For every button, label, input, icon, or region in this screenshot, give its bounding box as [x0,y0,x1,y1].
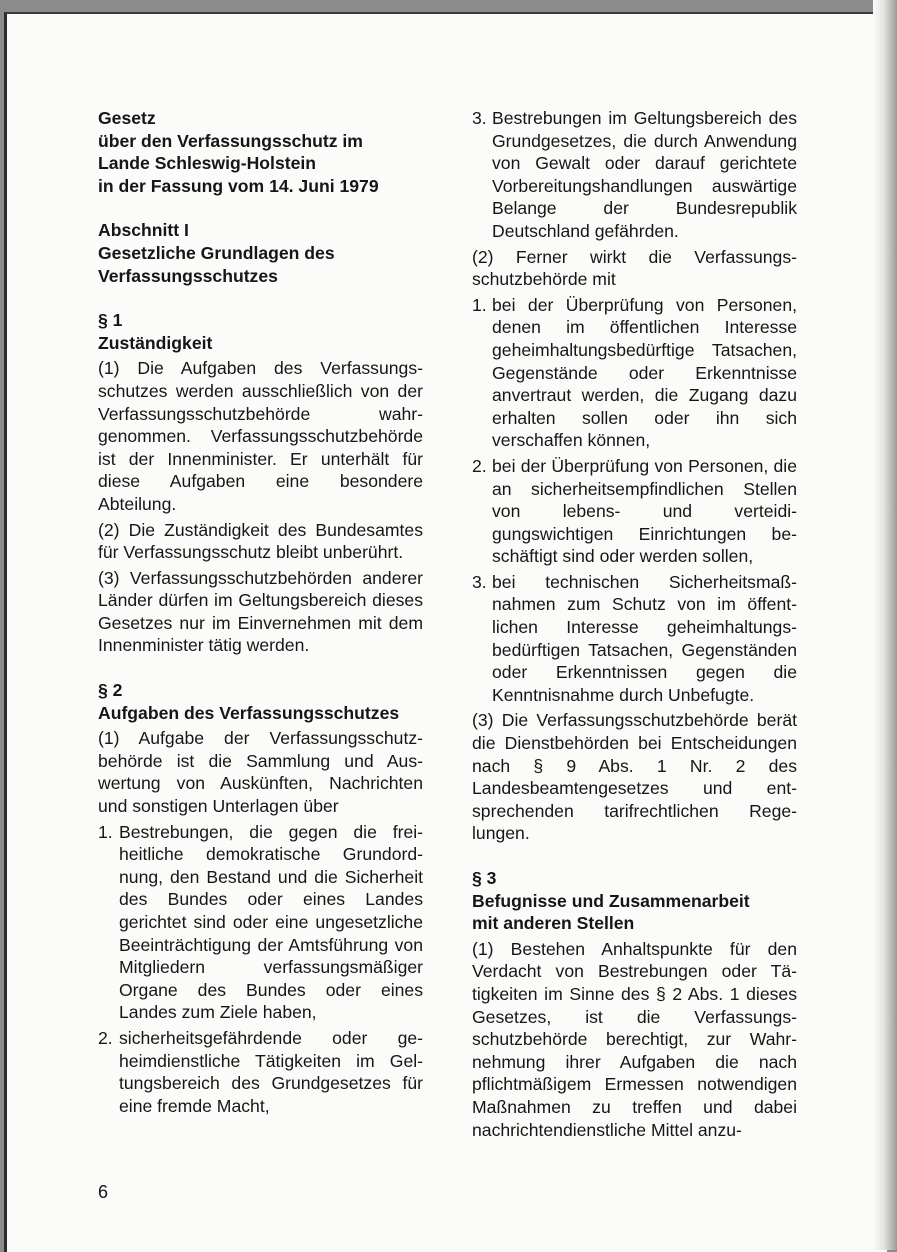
section-line: Abschnitt I [98,220,189,241]
list-item [98,1027,423,1117]
law-title [98,107,423,197]
clause-text: (1) Bestehen Anhaltspunkte für den Verdacht von Bestrebungen oder Tätigkeiten im Sinne des § 2 Abs. 1 dieses Gesetzes, ist die Verfassungsschutzbehörde berechtigt, zur Wahrnehmung ihrer Aufgaben die nach pflichtmäßigem Ermessen notwendigen Maßnahmen zu treffen und dabei nachrichtendienstliche Mittel anzu- [472,938,797,1140]
page-edge-shadow [873,0,897,1250]
paragraph-title: Befugnisse und Zusammenarbeit [472,890,750,911]
title-line: Lande Schleswig-Holstein [98,153,317,174]
list-number: 1. [98,821,113,842]
clause-text: (3) Verfassungsschutzbehörden anderer Länder dürfen im Geltungsbereich dieses Gesetzes nur im Einvernehmen mit dem Innenminister tätig werden. [98,567,423,656]
title-line: Gesetz [98,108,156,128]
paragraph-3-heading [472,867,797,935]
paragraph-2-heading [98,679,423,724]
paragraph-title: mit anderen Stellen [472,913,635,934]
clause-text: (1) Aufgabe der Verfassungsschutzbehörde ist die Sammlung und Auswertung von Auskünften, Nachrichten und sonstigen Unterlagen über [98,728,423,817]
list-item [472,107,797,243]
title-line: über den Verfassungsschutz im [98,130,363,151]
clause-text: (3) Die Verfassungsschutzbehörde berät die Dienstbehörden bei Entscheidungen nach § 9 Abs. 1 Nr. 2 des Landesbeamtengesetzes und entsprechenden tarifrechtlichen Regelungen. [472,710,797,844]
left-column [98,107,423,1120]
section-line: Gesetzliche Grundlagen des [98,242,335,263]
right-column [472,107,797,1144]
paragraph-number: § 3 [472,868,497,888]
list-item-text: bei technischen Sicherheitsmaßnahmen zum Schutz von im öffentlichen Interesse geheimhaltungsbedürftigen Tatsachen, Gegenständen oder Erkenntnissen gegen die Kenntnisnahme durch Unbefugte. [492,571,797,705]
list-number: 2. [98,1027,113,1048]
list-item [472,571,797,707]
section-line: Verfassungsschutzes [98,265,278,286]
clause-text: (1) Die Aufgaben des Verfassungsschutzes werden ausschließlich von der Verfassungsschutzbehörde wahrgenommen. Verfassungsschutzbehörde ist der Innenminister. Er unterhält für diese Aufgaben eine besondere Abteilung. [98,358,423,514]
paragraph-title: Zuständigkeit [98,332,213,353]
list-item-text: sicherheitsgefährdende oder geheimdienstliche Tätigkeiten im Geltungsbereich des Grundgesetzes für eine fremde Macht, [119,1027,423,1116]
document-page [4,12,887,1252]
list-item [472,294,797,452]
paragraph-number: § 2 [98,680,123,701]
list-number: 3. [472,108,487,128]
list-number: 1. [472,294,487,315]
page-number: 6 [98,1182,109,1202]
list-number: 3. [472,571,487,592]
list-item-text: bei der Überprüfung von Personen, denen im öffentlichen Interesse geheimhaltungsbedürftige Tatsachen, Gegenstände oder Erkenntnisse anvertraut werden, die Zugang dazu erhalten sollen oder ihn sich verschaffen können, [492,294,797,451]
title-line: in der Fassung vom 14. Juni 1979 [98,175,379,196]
list-item-text: Bestrebungen im Geltungsbereich des Grundgesetzes, die durch Anwendung von Gewalt oder darauf gerichtete Vorbereitungshandlungen auswärtige Belange der Bundesrepublik Deutschland gefährden. [492,108,797,241]
list-item [98,821,423,1024]
list-number: 2. [472,455,487,476]
paragraph-title: Aufgaben des Verfassungsschutzes [98,702,400,723]
list-item-text: Bestrebungen, die gegen die freiheitliche demokratische Grundordnung, den Bestand und die Sicherheit des Bundes oder eines Landes gerichtet sind oder eine ungesetzliche Beeinträchtigung der Amtsführung von Mitgliedern verfassungsmäßiger Organe des Bundes oder eines Landes zum Ziele haben, [119,821,423,1023]
list-item-text: bei der Überprüfung von Personen, die an sicherheitsempfindlichen Stellen von lebens- und verteidigungswichtigen Einrichtungen beschäftigt sind oder werden sollen, [492,455,797,567]
paragraph-number: § 1 [98,310,123,331]
clause-text: (2) Ferner wirkt die Verfassungsschutzbehörde mit [472,246,797,290]
section-heading [98,219,423,287]
paragraph-1-heading [98,309,423,354]
clause-text: (2) Die Zuständigkeit des Bundesamtes für Verfassungsschutz bleibt unberührt. [98,519,423,563]
list-item [472,455,797,568]
